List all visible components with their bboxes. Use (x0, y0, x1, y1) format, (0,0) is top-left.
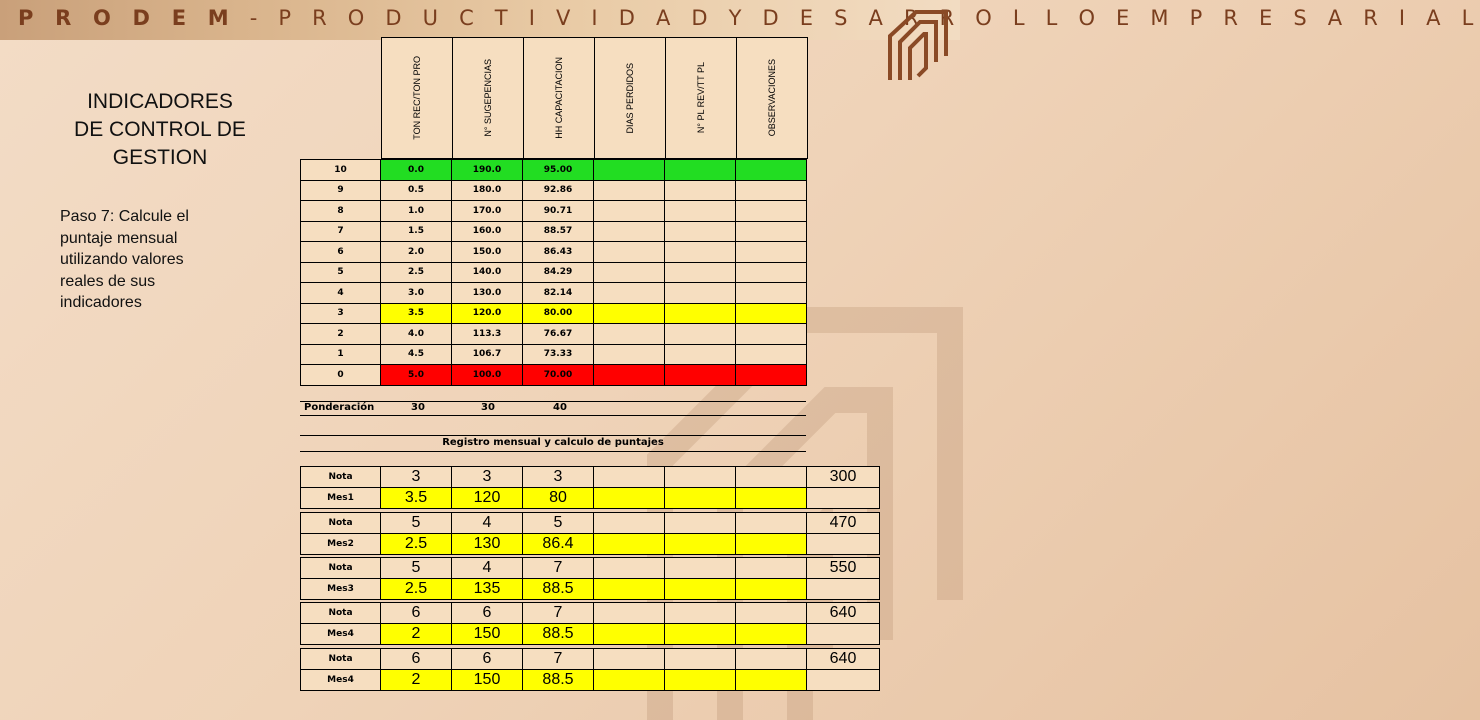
column-header: OBSERVACIONES (737, 38, 808, 159)
column-header: TON REC/TON PRO (382, 38, 453, 159)
mes-row: Mes1 3.5 120 80 (301, 488, 880, 509)
table-row: 7 1.5 160.0 88.57 (301, 221, 807, 242)
table-row: 10 0.0 190.0 95.00 (301, 160, 807, 181)
prodem-logo-icon (882, 6, 954, 84)
ponderacion-label: Ponderación (304, 402, 375, 413)
weight-3: 40 (553, 402, 567, 413)
header-banner (0, 0, 1480, 40)
mes-row: Mes3 2.5 135 88.5 (301, 579, 880, 600)
month-block (300, 648, 880, 691)
table-row: 0 5.0 100.0 70.00 (301, 365, 807, 386)
weight-1: 30 (411, 402, 425, 413)
weight-2: 30 (481, 402, 495, 413)
divider (300, 415, 806, 416)
column-header: N° PL REV/TT PL (666, 38, 737, 159)
nota-row: Nota 3 3 3 300 (301, 467, 880, 488)
month-block (300, 602, 880, 645)
month-block (300, 512, 880, 555)
scoring-scale-table (300, 159, 807, 386)
column-header: DIAS PERDIDOS (595, 38, 666, 159)
total-score: 470 (807, 513, 880, 534)
total-score: 550 (807, 558, 880, 579)
brand-name: P R O D E M (18, 6, 236, 30)
ponderacion-row (300, 402, 806, 416)
table-row: 4 3.0 130.0 82.14 (301, 283, 807, 304)
column-header: HH CAPACITACION (524, 38, 595, 159)
page-title (60, 88, 260, 172)
divider (300, 435, 806, 436)
table-row: 6 2.0 150.0 86.43 (301, 242, 807, 263)
mes-row: Mes4 2 150 88.5 (301, 670, 880, 691)
nota-row: Nota 5 4 7 550 (301, 558, 880, 579)
column-header: N° SUGEPENCIAS (453, 38, 524, 159)
table-row: 5 2.5 140.0 84.29 (301, 262, 807, 283)
table-row: 1 4.5 106.7 73.33 (301, 344, 807, 365)
total-score: 300 (807, 467, 880, 488)
month-block (300, 466, 880, 509)
title-line-3: GESTION (112, 146, 208, 169)
indicator-header-table (381, 37, 808, 159)
total-score: 640 (807, 603, 880, 624)
mes-row: Mes2 2.5 130 86.4 (301, 534, 880, 555)
banner-title (18, 6, 1480, 30)
table-row: 2 4.0 113.3 76.67 (301, 324, 807, 345)
table-row: 8 1.0 170.0 90.71 (301, 201, 807, 222)
brand-tagline: - P R O D U C T I V I D A D Y D E S A R R O L L O E M P R E S A R I A L (235, 6, 1480, 30)
month-block (300, 557, 880, 600)
nota-row: Nota 6 6 7 640 (301, 649, 880, 670)
step-instruction: Paso 7: Calcule el puntaje mensual utilizando valores reales de sus indicadores (60, 208, 189, 311)
registro-heading: Registro mensual y calculo de puntajes (442, 437, 664, 448)
table-row: 3 3.5 120.0 80.00 (301, 303, 807, 324)
nota-row: Nota 5 4 5 470 (301, 513, 880, 534)
title-line-1: INDICADORES (87, 90, 233, 113)
mes-row: Mes4 2 150 88.5 (301, 624, 880, 645)
divider (300, 451, 806, 452)
table-row: 9 0.5 180.0 92.86 (301, 180, 807, 201)
title-line-2: DE CONTROL DE (74, 118, 246, 141)
nota-row: Nota 6 6 7 640 (301, 603, 880, 624)
total-score: 640 (807, 649, 880, 670)
